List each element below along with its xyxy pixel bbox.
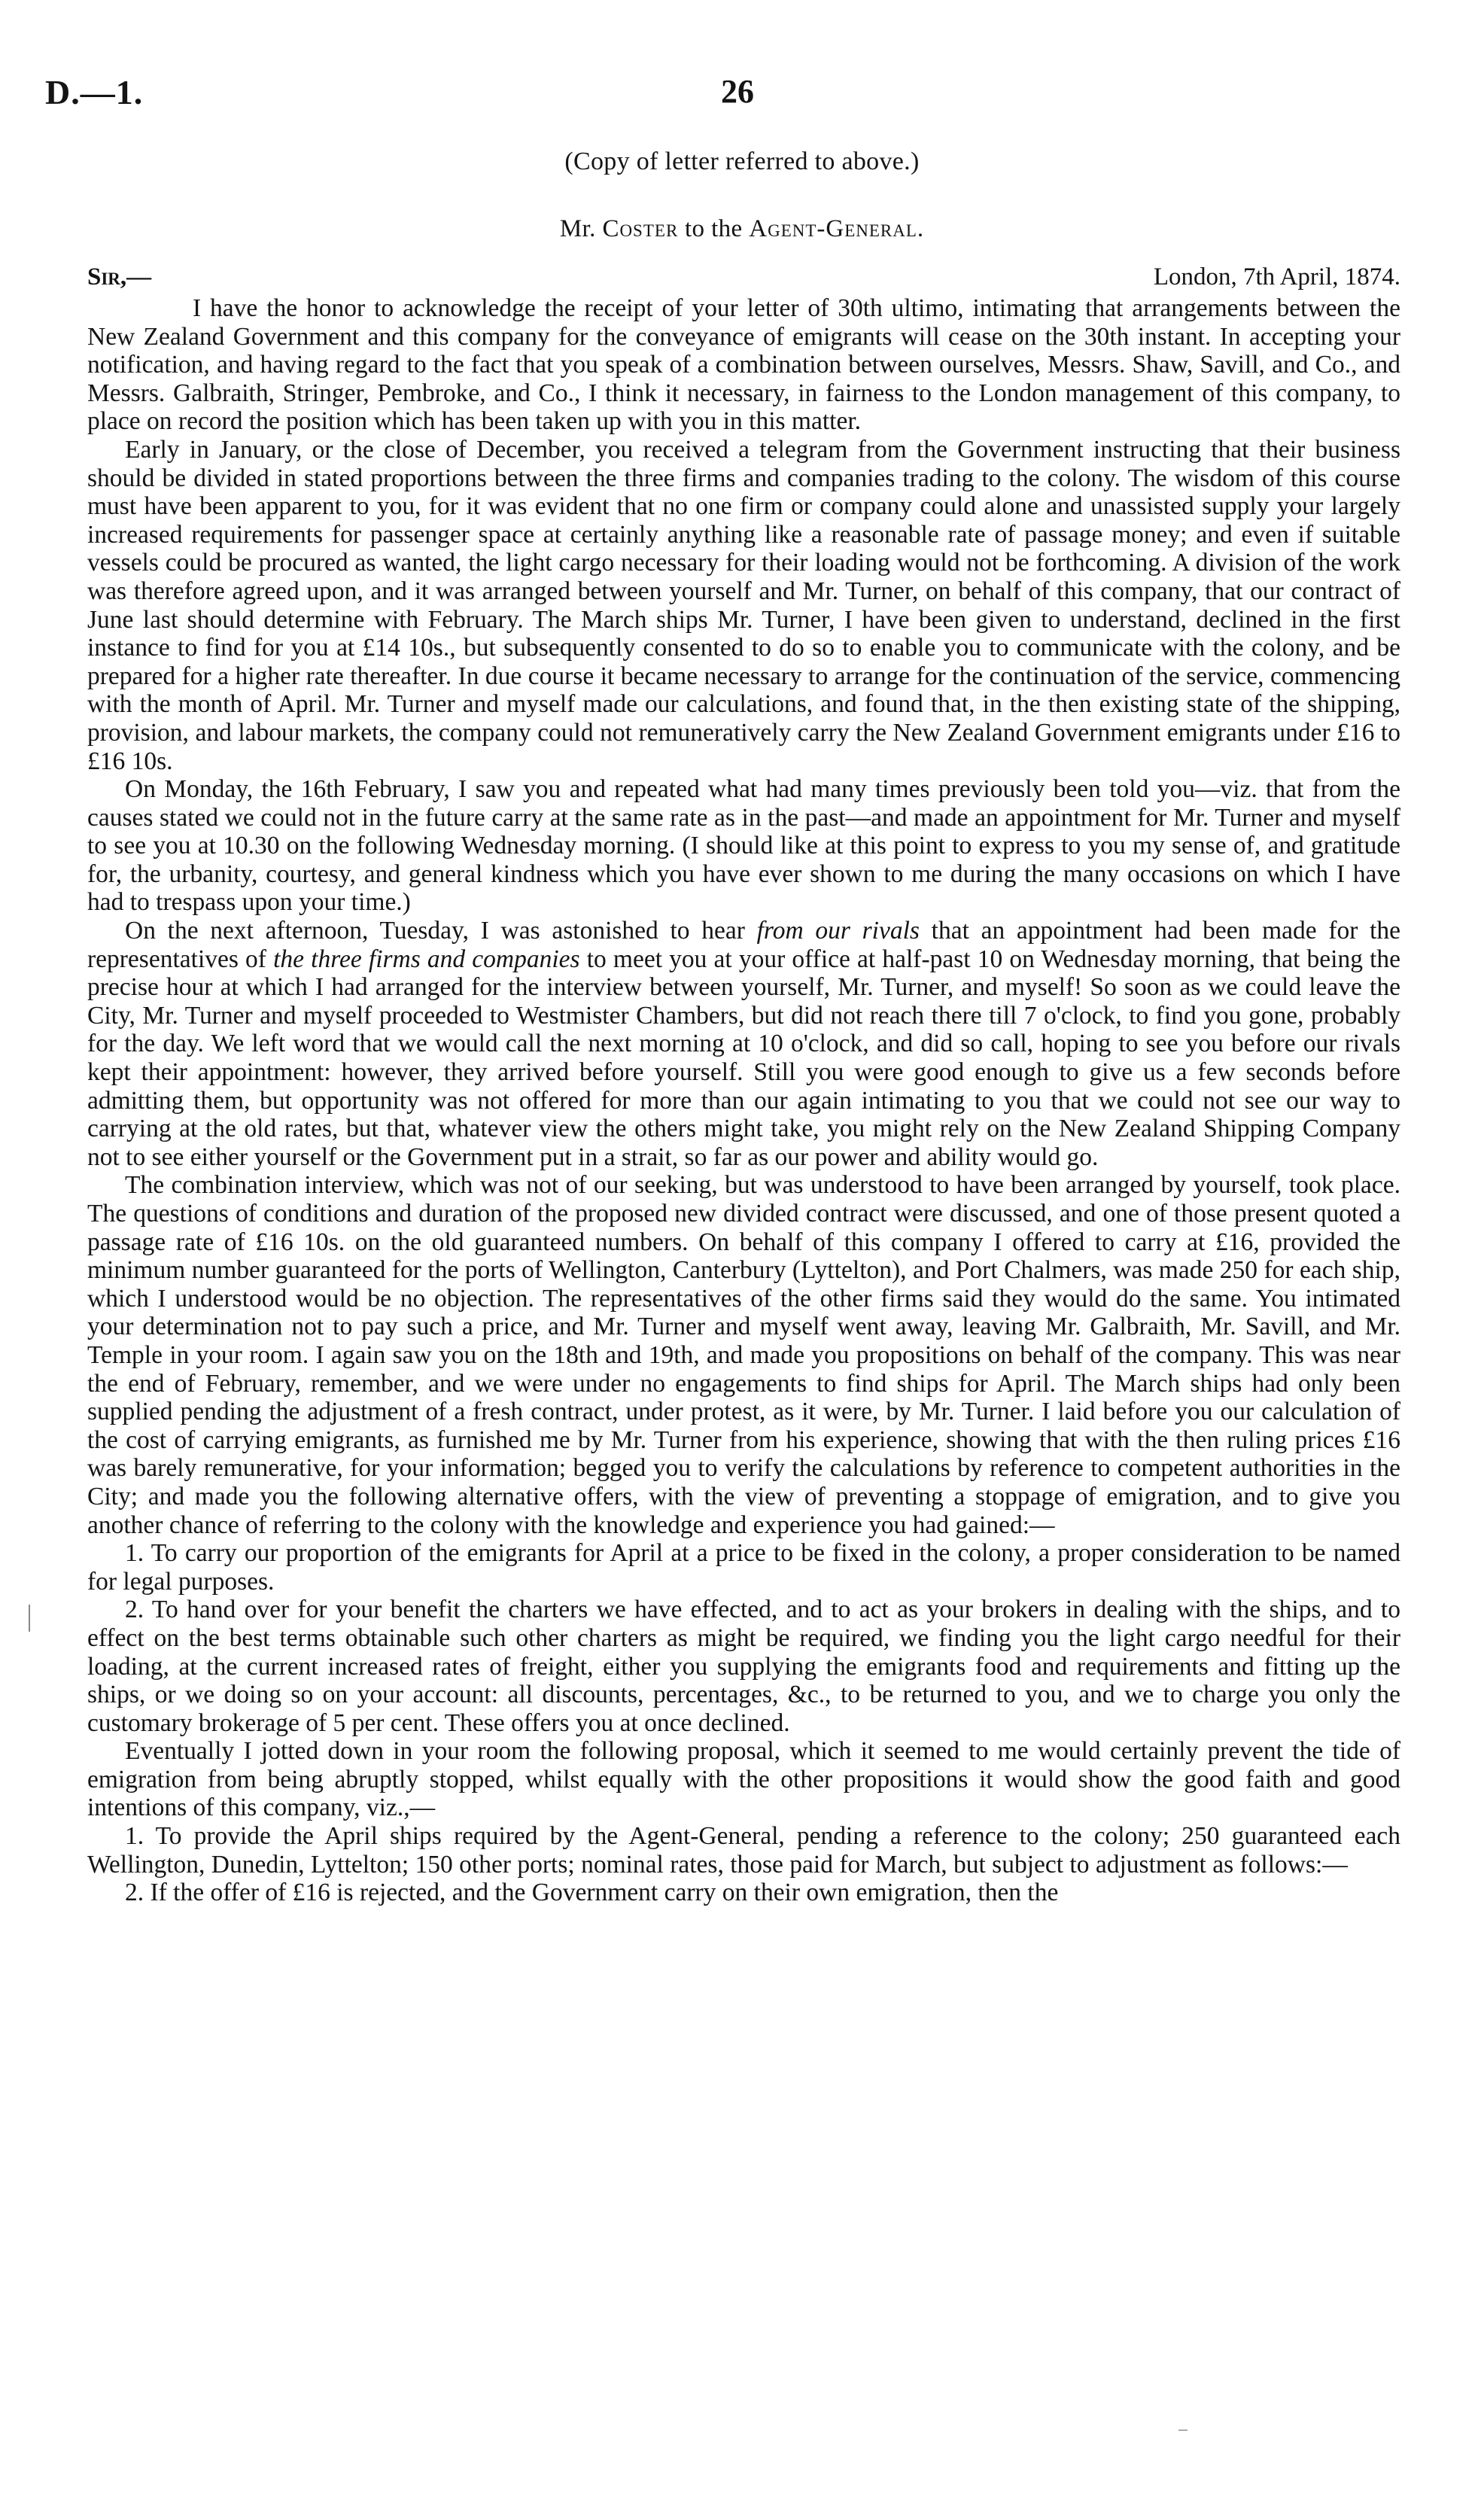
paragraph-4-italic-rivals: from our rivals: [756, 917, 920, 945]
paragraph-4-part-c: to meet you at your office at half-past 10 on Wednesday morning, that being the precise hour at which I had arranged for the interview between yourself, Mr. Turner, and myself! So soon as we could leave the City, Mr. Turner and myself proceeded to Westmister Chambers, but did not reach there till 7 o'clock, to find you gone, probably for the day. We left word that we would call the next morning at 10 o'clock, and did so call, hoping to see you before our rivals kept their appointment: however, they arrived before yourself. Still you were good enough to give us a few seconds before admitting them, but opportunity was not offered for more than our again intimating to you that we could not see our way to carrying at the old rates, but that, whatever view the others might take, you might rely on the New Zealand Shipping Company not to see either yourself or the Government put in a strait, so far as our power and ability would go.: [87, 945, 1401, 1171]
page-number: 26: [721, 73, 754, 110]
document-reference: D.—1.: [45, 73, 144, 111]
offer-item-2: 2. To hand over for your benefit the charters we have effected, and to act as your brokers in dealing with the ships, and to effect on the best terms obtainable such other charters as might be required, we finding you the light cargo needful for their loading, at the current increased rates of freight, either you supplying the emigrants food and requirements and fitting up the ships, or we doing so on your account: all discounts, percentages, &c., to be returned to you, and we to charge you only the customary brokerage of 5 per cent. These offers you at once declined.: [87, 1596, 1400, 1737]
proposal-item-2: 2. If the offer of £16 is rejected, and the Government carry on their own emigration, then the: [125, 1879, 1059, 1907]
letter-heading: [0, 215, 1484, 243]
heading-sender: Coster: [602, 215, 679, 242]
paragraph-4-part-b: that an appointment had been made for the representatives of: [87, 917, 1401, 973]
proposal-item-1: 1. To provide the April ships required by the Agent-General, pending a reference to the colony; 250 guaranteed each Wellington, Dunedin, Lyttelton; 150 other ports; nominal rates, those paid for March, but subject to adjustment as follows:—: [87, 1822, 1400, 1879]
heading-middle: to the: [684, 215, 743, 242]
page-header: [0, 0, 1484, 135]
paragraph-4: [87, 917, 1400, 1171]
paragraph-3: On Monday, the 16th February, I saw you and repeated what had many times previously been told you—viz. that from the causes stated we could not in the future carry at the same rate as in the past—and made an appointment for Mr. Turner and myself to see you at 10.30 on the following Wednesday morning. (I should like at this point to express to you my sense of, and gratitude for, the urbanity, courtesy, and general kindness which you have ever shown to me during the many occasions on which I have had to trespass upon your time.): [87, 775, 1400, 917]
paragraph-proposal: Eventually I jotted down in your room the following proposal, which it seemed to me would certainly prevent the tide of emigration from being abruptly stopped, whilst equally with the other propositions it would show the good faith and good intentions of this company, viz.,—: [87, 1737, 1400, 1822]
offer-item-1: 1. To carry our proportion of the emigrants for April at a price to be fixed in the colony, a proper consideration to be named for legal purposes.: [87, 1539, 1400, 1596]
paragraph-5: The combination interview, which was not of our seeking, but was understood to have been arranged by yourself, took place. The questions of conditions and duration of the proposed new divided contract were discussed, and one of those present quoted a passage rate of £16 10s. on the old guaranteed numbers. On behalf of this company I offered to carry at £16, provided the minimum number guaranteed for the ports of Wellington, Canterbury (Lyttelton), and Port Chalmers, was made 250 for each ship, which I understood would be no objection. The representatives of the other firms said they would do the same. You intimated your determination not to pay such a price, and Mr. Turner and myself went away, leaving Mr. Galbraith, Mr. Savill, and Mr. Temple in your room. I again saw you on the 18th and 19th, and made you propositions on behalf of the company. This was near the end of February, remember, and we were under no engagements to find ships for April. The March ships had only been supplied pending the adjustment of a fresh contract, under protest, as it were, by Mr. Turner. I laid before you our calculation of the cost of carrying emigrants, as furnished me by Mr. Turner from his experience, showing that with the then ruling prices £16 was barely remunerative, for your information; begged you to verify the calculations by reference to competent authorities in the City; and made you the following alternative offers, with the view of preventing a stoppage of emigration, and to give you another chance of referring to the colony with the knowledge and experience you had gained:—: [87, 1171, 1400, 1539]
paragraph-4-part-a: On the next afternoon, Tuesday, I was astonished to hear: [125, 917, 745, 945]
letter-body: [87, 294, 1400, 1907]
dateline: London, 7th April, 1874.: [1153, 263, 1400, 291]
salutation-row: [87, 263, 1400, 297]
salutation: Sir,—: [87, 263, 152, 291]
letter-caption: (Copy of letter referred to above.): [564, 148, 920, 175]
paragraph-1: I have the honor to acknowledge the receipt of your letter of 30th ultimo, intimating that arrangements between the New Zealand Government and this company for the conveyance of emigrants will cease on the 30th instant. In accepting your notification, and having regard to the fact that you speak of a combination between ourselves, Messrs. Shaw, Savill, and Co., and Messrs. Galbraith, Stringer, Pembroke, and Co., I think it necessary, in fairness to the London management of this company, to place on record the position which has been taken up with you in this matter.: [87, 294, 1400, 436]
paragraph-4-italic-firms: the three firms and companies: [273, 945, 580, 973]
heading-recipient: Agent-General.: [749, 215, 925, 242]
margin-mark: [29, 1605, 30, 1632]
heading-prefix: Mr.: [559, 215, 596, 242]
paragraph-2: Early in January, or the close of December, you received a telegram from the Government instructing that their business should be divided in stated proportions between the three firms and companies trading to the colony. The wisdom of this course must have been apparent to you, for it was evident that no one firm or company could alone and unassisted supply your largely increased requirements for passenger space at certainly anything like a reasonable rate of passage money; and even if suitable vessels could be procured as wanted, the light cargo necessary for their loading would not be forthcoming. A division of the work was therefore agreed upon, and it was arranged between yourself and Mr. Turner, on behalf of this company, that our contract of June last should determine with February. The March ships Mr. Turner, I have been given to understand, declined in the first instance to find for you at £14 10s., but subsequently consented to do so to enable you to communicate with the colony, and be prepared for a higher rate thereafter. In due course it became necessary to arrange for the continuation of the service, commencing with the month of April. Mr. Turner and myself made our calculations, and found that, in the then existing state of the shipping, provision, and labour markets, the company could not remuneratively carry the New Zealand Government emigrants under £16 to £16 10s.: [87, 435, 1400, 775]
print-mark: [1178, 2429, 1188, 2431]
